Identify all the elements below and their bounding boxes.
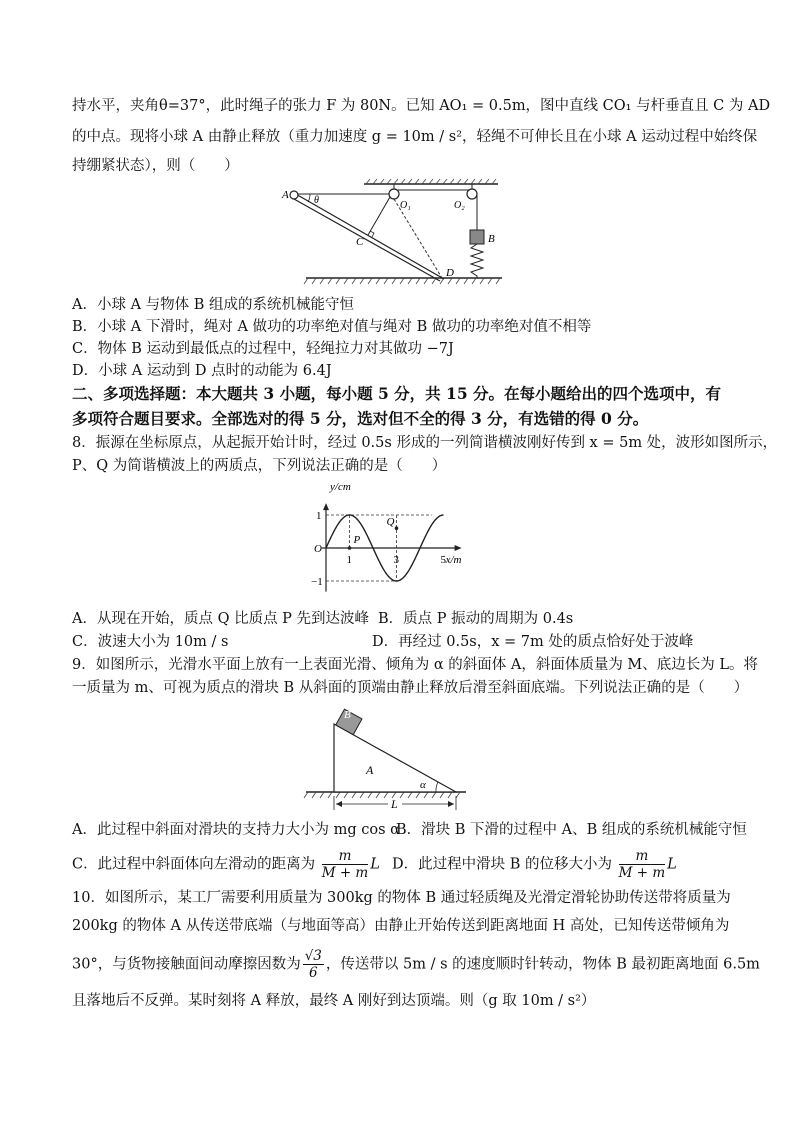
q8-option-d[interactable]: D．再经过 0.5s，x = 7m 处的质点恰好处于波峰 — [372, 634, 694, 650]
label-a: A — [282, 189, 289, 201]
origin-label: O — [314, 543, 322, 555]
q9-option-a[interactable]: A．此过程中斜面对滑块的支持力大小为 mg cos α — [72, 822, 400, 838]
q10-line1: 10．如图所示，某工厂需要利用质量为 300kg 的物体 B 通过轻质绳及光滑定滑轮协助传送带将质量为 — [72, 890, 731, 906]
x-axis-arrow — [455, 545, 462, 551]
y-tick-neg1: −1 — [311, 576, 323, 588]
label-d: D — [446, 267, 454, 279]
label-theta: θ — [314, 195, 319, 206]
q7-option-c[interactable]: C．物体 B 运动到最低点的过程中，轻绳拉力对其做功 −7J — [72, 341, 454, 357]
x-tick-5: 5 — [440, 554, 446, 566]
point-q — [395, 526, 399, 530]
label-p: P — [353, 534, 361, 546]
q9-stem-line2: 一质量为 m、可视为质点的滑块 B 从斜面的顶端由静止释放后滑至斜面底端。下列说法正确的是（ ） — [72, 680, 749, 696]
q9-option-d-text: D．此过程中滑块 B 的位移大小为 — [392, 856, 612, 873]
q10-line3: 30°，与货物接触面间动摩擦因数为 $\frac{√3}{6}$ ，传送带以 5m / s 的速度顺时针转动，物体 B 最初距离地面 6.5m — [72, 948, 760, 981]
q9-option-c-text: C．此过程中斜面体向左滑动的距离为 — [72, 856, 316, 873]
pulley-o1 — [389, 189, 399, 199]
q8-option-c[interactable]: C．波速大小为 10m / s — [72, 634, 229, 650]
q10-mu-fraction: $\frac{√3}{6}$ — [304, 948, 322, 981]
q9-option-d-fraction: $\frac{m}{M + m}$ — [618, 848, 666, 881]
label-b: B — [344, 709, 351, 721]
q8-option-a[interactable]: A．从现在开始，质点 Q 比质点 P 先到达波峰 — [72, 611, 370, 627]
q7-stem-line3: 持绷紧状态），则（ ） — [72, 158, 239, 174]
label-q: Q — [386, 516, 395, 529]
q8-option-b[interactable]: B．质点 P 振动的周期为 0.4s — [378, 611, 574, 627]
q7-option-a[interactable]: A．小球 A 与物体 B 组成的系统机械能守恒 — [72, 297, 355, 313]
q9-option-d[interactable]: D．此过程中滑块 B 的位移大小为 $\frac{m}{M + m}$ L — [392, 848, 677, 881]
label-o2: O₂ — [454, 200, 465, 211]
q7-stem-line2: 的中点。现将小球 A 由静止释放（重力加速度 g = 10m / s²，轻绳不可伸长且在小球 A 运动过程中始终保 — [72, 129, 758, 145]
q9-option-c[interactable]: C．此过程中斜面体向左滑动的距离为 $\frac{m}{M + m}$ L — [72, 848, 380, 881]
label-a: A — [366, 763, 374, 777]
section2-heading-line1: 二、多项选择题：本大题共 3 小题，每小题 5 分，共 15 分。在每小题给出的四个选项中，有 — [72, 384, 722, 403]
q7-option-b[interactable]: B．小球 A 下滑时，绳对 A 做功的功率绝对值与绳对 B 做功的功率绝对值不相等 — [72, 319, 592, 335]
block-b — [470, 230, 484, 244]
q9-option-b[interactable]: B．滑块 B 下滑的过程中 A、B 组成的系统机械能守恒 — [396, 822, 747, 838]
q9-figure — [300, 698, 470, 814]
q8-stem-line2: P、Q 为简谐横波上的两质点，下列说法正确的是（ ） — [72, 458, 447, 474]
q7-figure — [276, 178, 506, 288]
label-c: C — [356, 236, 364, 248]
pulley-o2 — [467, 189, 477, 199]
q8-wave-chart — [300, 478, 500, 596]
q10-line2: 200kg 的物体 A 从传送带底端（与地面等高）由静止开始传送到距离地面 H 高处，已知传送带倾角为 — [72, 918, 730, 934]
section2-heading-line2: 多项符合题目要求。全部选对的得 5 分，选对但不全的得 3 分，有选错的得 0 分。 — [72, 409, 649, 428]
y-axis-arrow — [323, 503, 329, 510]
y-tick-1: 1 — [316, 510, 322, 522]
y-axis-label: y/cm — [330, 481, 351, 493]
q9-stem-line1: 9．如图所示，光滑水平面上放有一上表面光滑、倾角为 α 的斜面体 A，斜面体质量为 M、底边长为 L。将 — [72, 657, 759, 673]
q9-option-c-fraction: $\frac{m}{M + m}$ — [321, 848, 369, 881]
x-axis-label: x/m — [445, 554, 462, 566]
x-tick-3: 3 — [393, 554, 399, 566]
label-o1: O₁ — [400, 200, 411, 211]
label-b: B — [488, 233, 495, 245]
label-l: L — [391, 797, 398, 811]
q7-stem-line1: 持水平，夹角θ=37°，此时绳子的张力 F 为 80N。已知 AO₁ = 0.5m，图中直线 CO₁ 与杆垂直且 C 为 AD — [72, 98, 771, 114]
q8-stem-line1: 8．振源在坐标原点，从起振开始计时，经过 0.5s 形成的一列简谐横波刚好传到 x = 5m 处，波形如图所示， — [72, 435, 778, 451]
q7-option-d[interactable]: D．小球 A 运动到 D 点时的动能为 6.4J — [72, 363, 332, 379]
ball-a — [290, 191, 298, 199]
x-tick-1: 1 — [346, 554, 352, 566]
q10-line4: 且落地后不反弹。某时刻将 A 释放，最终 A 刚好到达顶端。则（g 取 10m / s²） — [72, 993, 596, 1009]
label-alpha: α — [420, 779, 426, 791]
point-p — [348, 546, 352, 550]
